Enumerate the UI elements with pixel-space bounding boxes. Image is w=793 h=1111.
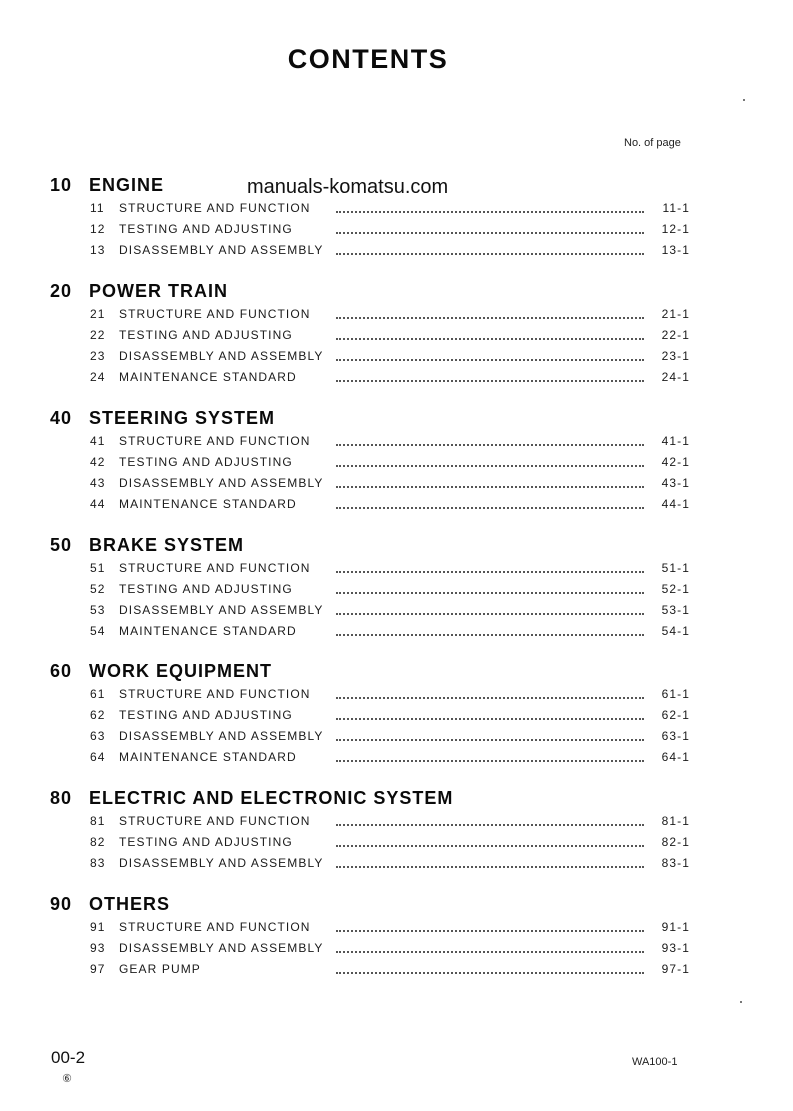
entry-number: 82 [90,835,106,849]
entry-page: 51-1 [661,561,690,575]
dot-leader [336,718,644,720]
entry-number: 54 [90,624,106,638]
toc-entry [50,853,690,874]
entry-page: 22-1 [661,328,690,342]
entry-number: 22 [90,328,106,342]
entry-page: 11-1 [662,201,690,215]
footer-revision-symbol: ⑥ [62,1073,72,1085]
dot-leader [336,845,644,847]
entry-page: 64-1 [661,750,690,764]
entry-page: 62-1 [661,708,690,722]
section-number: 80 [50,788,73,808]
entry-page: 82-1 [661,835,690,849]
entry-number: 23 [90,349,106,363]
entry-number: 83 [90,856,106,870]
dot-leader [336,338,644,340]
section-number: 10 [50,175,73,195]
toc-entry [50,684,690,705]
entry-title: TESTING AND ADJUSTING [119,582,293,596]
toc-entry [50,494,690,515]
entry-page: 61-1 [661,687,690,701]
section-heading [50,891,690,917]
section-title: ENGINE [89,175,165,195]
scan-speck [740,1001,742,1003]
entry-page: 21-1 [661,307,690,321]
toc-entry [50,621,690,642]
entry-title: TESTING AND ADJUSTING [119,328,293,342]
dot-leader [336,507,644,509]
toc-entry [50,219,690,240]
entry-number: 43 [90,476,106,490]
entry-page: 54-1 [661,624,690,638]
entry-number: 13 [90,243,106,257]
dot-leader [336,951,644,953]
page-title: CONTENTS [287,44,449,74]
toc-entry [50,705,690,726]
watermark-text: manuals-komatsu.com [247,176,449,198]
entry-number: 52 [90,582,106,596]
dot-leader [336,972,644,974]
entry-title: DISASSEMBLY AND ASSEMBLY [119,603,324,617]
dot-leader [336,930,644,932]
toc-section [50,405,690,515]
section-heading [50,785,690,811]
entry-number: 12 [90,222,106,236]
entry-number: 53 [90,603,106,617]
dot-leader [336,465,644,467]
dot-leader [336,486,644,488]
entry-number: 21 [90,307,106,321]
section-heading [50,172,690,198]
entry-page: 44-1 [661,497,690,511]
scan-speck [743,99,745,101]
dot-leader [336,613,644,615]
dot-leader [336,592,644,594]
toc-entry [50,325,690,346]
entry-number: 51 [90,561,106,575]
entry-title: STRUCTURE AND FUNCTION [119,687,311,701]
entry-number: 63 [90,729,106,743]
entry-title: DISASSEMBLY AND ASSEMBLY [119,476,324,490]
dot-leader [336,444,644,446]
entry-title: STRUCTURE AND FUNCTION [119,814,311,828]
toc-entry [50,558,690,579]
entry-page: 81-1 [661,814,690,828]
entry-title: STRUCTURE AND FUNCTION [119,434,311,448]
toc-section [50,278,690,388]
entry-number: 24 [90,370,106,384]
entry-number: 11 [90,201,105,215]
entry-title: DISASSEMBLY AND ASSEMBLY [119,349,324,363]
entry-page: 24-1 [661,370,690,384]
dot-leader [336,317,644,319]
dot-leader [336,211,644,213]
entry-title: STRUCTURE AND FUNCTION [119,307,311,321]
toc-entry [50,938,690,959]
section-title: BRAKE SYSTEM [89,535,245,555]
entry-number: 42 [90,455,106,469]
entry-title: STRUCTURE AND FUNCTION [119,561,311,575]
entry-page: 91-1 [661,920,690,934]
dot-leader [336,253,644,255]
section-title: STEERING SYSTEM [89,408,276,428]
toc-section [50,172,690,261]
entry-title: MAINTENANCE STANDARD [119,624,297,638]
toc-entry [50,811,690,832]
section-title: POWER TRAIN [89,281,228,301]
toc-entry [50,832,690,853]
toc-entry [50,726,690,747]
entry-title: DISASSEMBLY AND ASSEMBLY [119,243,324,257]
toc-entry [50,198,690,219]
entry-title: TESTING AND ADJUSTING [119,455,293,469]
toc-entry [50,600,690,621]
dot-leader [336,571,644,573]
entry-title: MAINTENANCE STANDARD [119,370,297,384]
toc-section [50,532,690,642]
entry-page: 97-1 [661,962,690,976]
entry-title: DISASSEMBLY AND ASSEMBLY [119,729,324,743]
no-of-page-label: No. of page [624,137,681,149]
entry-title: TESTING AND ADJUSTING [119,708,293,722]
entry-number: 91 [90,920,106,934]
section-number: 40 [50,408,73,428]
dot-leader [336,697,644,699]
dot-leader [336,380,644,382]
entry-title: TESTING AND ADJUSTING [119,835,293,849]
toc-entry [50,431,690,452]
dot-leader [336,634,644,636]
section-title: WORK EQUIPMENT [89,661,272,681]
entry-page: 23-1 [661,349,690,363]
entry-page: 42-1 [661,455,690,469]
footer-model: WA100-1 [632,1056,678,1068]
entry-page: 53-1 [661,603,690,617]
toc-entry [50,304,690,325]
section-number: 60 [50,661,73,681]
entry-title: MAINTENANCE STANDARD [119,497,297,511]
entry-title: STRUCTURE AND FUNCTION [119,201,311,215]
toc-section [50,658,690,768]
entry-number: 41 [90,434,106,448]
entry-number: 61 [90,687,106,701]
entry-title: GEAR PUMP [119,962,201,976]
entry-number: 81 [90,814,106,828]
section-number: 90 [50,894,73,914]
entry-title: STRUCTURE AND FUNCTION [119,920,311,934]
entry-page: 93-1 [661,941,690,955]
toc-entry [50,579,690,600]
toc-entry [50,917,690,938]
entry-title: MAINTENANCE STANDARD [119,750,297,764]
entry-page: 63-1 [661,729,690,743]
dot-leader [336,232,644,234]
footer-page-number: 00-2 [51,1048,86,1067]
toc-section [50,891,690,980]
dot-leader [336,866,644,868]
entry-number: 64 [90,750,106,764]
dot-leader [336,760,644,762]
entry-page: 12-1 [661,222,690,236]
entry-title: TESTING AND ADJUSTING [119,222,293,236]
entry-number: 62 [90,708,106,722]
entry-title: DISASSEMBLY AND ASSEMBLY [119,941,324,955]
section-heading [50,405,690,431]
entry-number: 44 [90,497,106,511]
section-heading [50,278,690,304]
toc-section [50,785,690,874]
toc-entry [50,367,690,388]
entry-number: 93 [90,941,106,955]
toc-entry [50,452,690,473]
toc-entry [50,747,690,768]
section-number: 20 [50,281,73,301]
toc-entry [50,346,690,367]
toc-entry [50,959,690,980]
entry-number: 97 [90,962,106,976]
section-title: ELECTRIC AND ELECTRONIC SYSTEM [89,788,454,808]
dot-leader [336,359,644,361]
section-number: 50 [50,535,73,555]
toc-entry [50,240,690,261]
entry-page: 52-1 [661,582,690,596]
entry-page: 41-1 [661,434,690,448]
entry-page: 13-1 [661,243,690,257]
entry-page: 43-1 [661,476,690,490]
section-title: OTHERS [89,894,171,914]
entry-page: 83-1 [661,856,690,870]
toc-entry [50,473,690,494]
entry-title: DISASSEMBLY AND ASSEMBLY [119,856,324,870]
dot-leader [336,739,644,741]
section-heading [50,532,690,558]
section-heading [50,658,690,684]
dot-leader [336,824,644,826]
